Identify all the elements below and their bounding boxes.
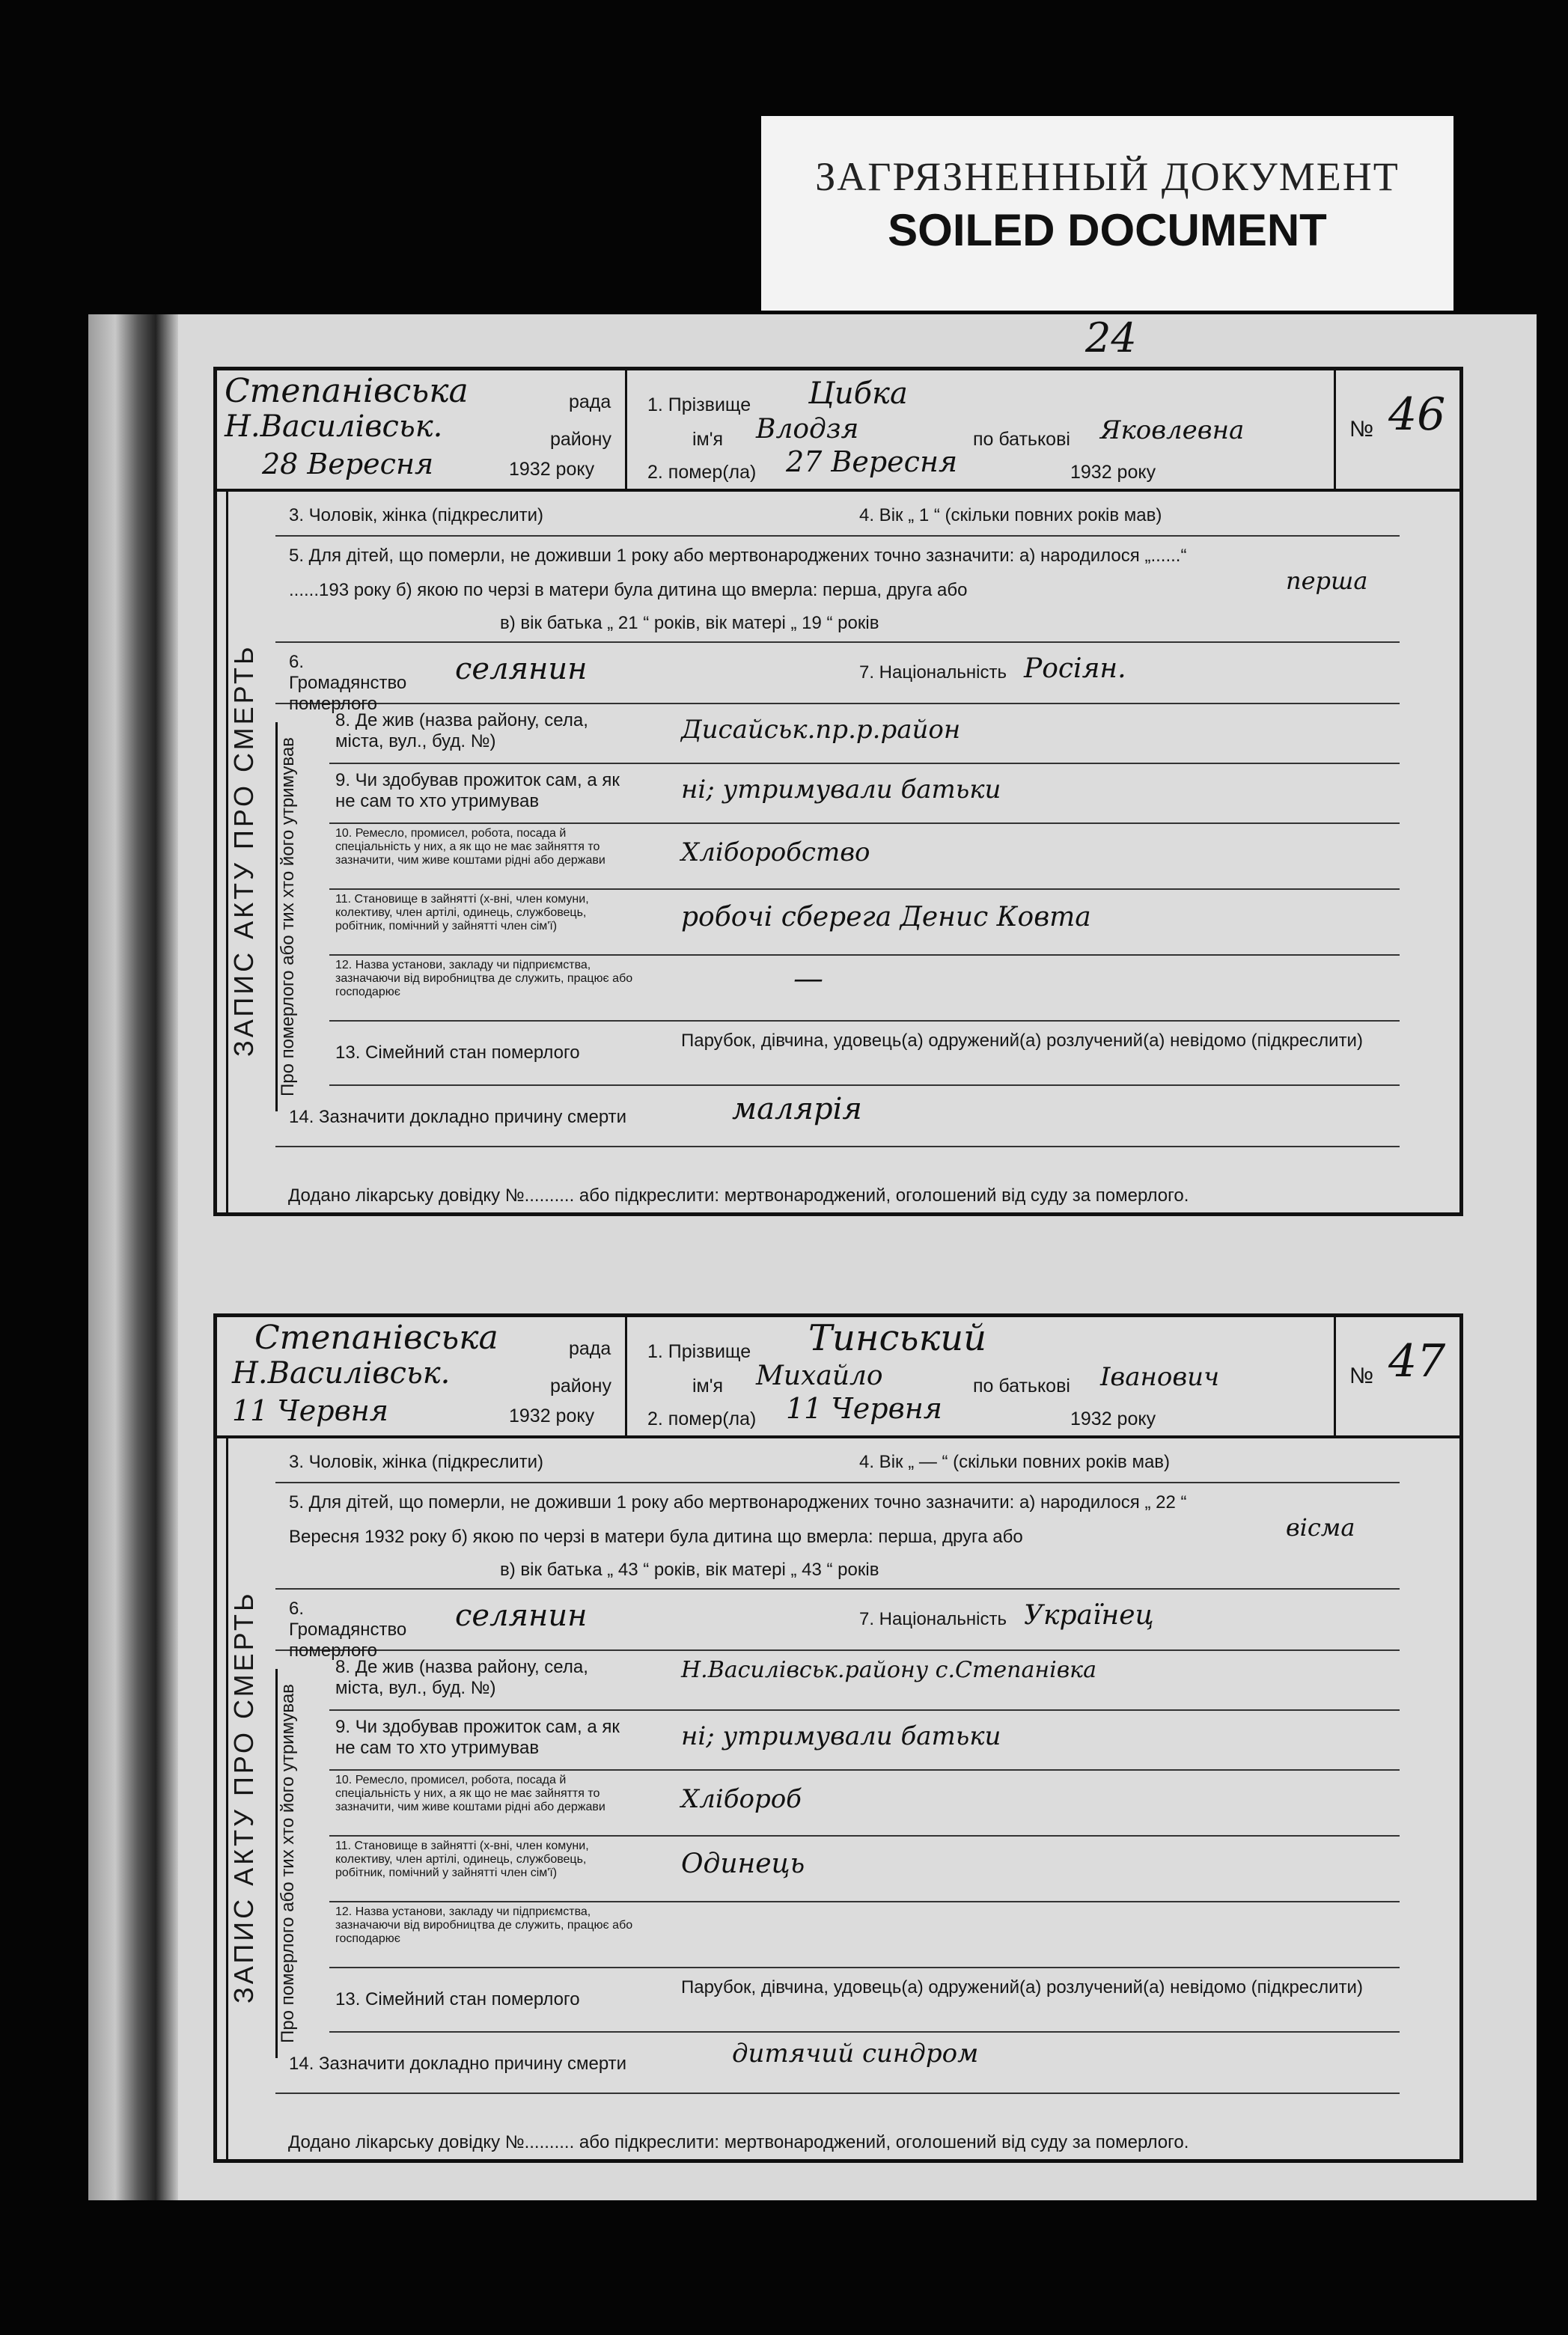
q5a-text: 5. Для дітей, що померли, не доживши 1 року або мертвонароджених точно зазначити: а) народилося „......“ [289, 546, 1187, 566]
q14-label: 14. Зазначити докладно причину смерти [289, 1107, 627, 1127]
rayon-value: Н.Василівськ. [232, 1356, 451, 1391]
form-header [217, 370, 1459, 492]
rada-label: рада [569, 391, 611, 412]
q12-label: 12. Назва установи, закладу чи підприємства, зазначаючи від виробництва де служить, працює або господарює [335, 1905, 633, 1945]
q8-label: 8. Де жив (назва району, села, міста, вул., буд. №) [335, 710, 588, 751]
rada-label: рада [569, 1338, 611, 1359]
record-number-label: № [1349, 417, 1374, 442]
q9-label: 9. Чи здобував прожиток сам, а як не сам то хто утримував [335, 1717, 620, 1758]
form-title-vertical: ЗАПИС АКТУ ПРО СМЕРТЬ [226, 489, 275, 1212]
form-subtitle-vertical: Про померлого або тих хто його утримував [275, 1669, 324, 2058]
label-en: SOILED DOCUMENT [888, 205, 1327, 255]
died-label: 2. помер(ла) [647, 1408, 757, 1429]
name-label: ім'я [692, 429, 724, 450]
row-cause [275, 2033, 1400, 2094]
row-occupation [329, 1771, 1400, 1837]
q6-value: селянин [455, 652, 588, 686]
reg-year-label: 1932 року [509, 459, 595, 480]
died-value: 27 Вересня [786, 445, 958, 478]
surname-label: 1. Прізвище [647, 1341, 751, 1362]
q12-label: 12. Назва установи, закладу чи підприємства, зазначаючи від виробництва де служить, працює або господарює [335, 959, 633, 998]
row-residence [329, 1651, 1400, 1711]
row-institution [329, 1902, 1400, 1968]
name-label: ім'я [692, 1376, 724, 1397]
form-subtitle-vertical: Про померлого або тих хто його утримував [275, 722, 324, 1111]
name-value: Влодзя [756, 414, 859, 445]
record-number-value: 47 [1388, 1335, 1446, 1388]
row-position [329, 1837, 1400, 1902]
rayon-label: району [550, 429, 611, 450]
q13-label: 13. Сімейний стан померлого [335, 1989, 580, 2009]
name-value: Михайло [756, 1361, 883, 1391]
form-footer: Додано лікарську довідку №.......... або підкреслити: мертвонароджений, оголошений від суду за померлого. [288, 1185, 1189, 1206]
q5b-value: перша [1286, 567, 1368, 595]
q9-value: ні; утримували батьки [681, 1721, 1001, 1751]
record-number-box [1334, 370, 1459, 489]
died-label: 2. помер(ла) [647, 462, 757, 483]
rada-value: Степанівська [225, 372, 469, 410]
row-sex-age [275, 492, 1400, 537]
q14-label: 14. Зазначити докладно причину смерти [289, 2054, 627, 2074]
reg-year-label: 1932 року [509, 1405, 595, 1426]
q8-value: Н.Василівськ.району с.Степанівка [681, 1657, 1096, 1683]
q8-value: Дисайськ.пр.р.район [681, 715, 961, 745]
q8-label: 8. Де жив (назва району, села, міста, вул., буд. №) [335, 1657, 588, 1698]
q11-value: Одинець [681, 1849, 805, 1879]
row-marital [329, 1022, 1400, 1086]
q7-value: Росіян. [1024, 653, 1126, 684]
q7-label: 7. Національність [859, 1609, 1007, 1629]
q4-label: 4. Вік „ — “ (скільки повних років мав) [859, 1452, 1171, 1472]
row-cause [275, 1086, 1400, 1147]
death-record-form-1 [213, 367, 1463, 1216]
father-label: по батькові [973, 429, 1070, 450]
row-marital [329, 1968, 1400, 2033]
row-support [329, 1711, 1400, 1771]
q10-label: 10. Ремесло, промисел, робота, посада й спеціальність у них, а як що не має зайняття то зазначити, чим живе коштами рідні або держави [335, 1774, 605, 1813]
died-value: 11 Червня [786, 1392, 942, 1425]
q4-label: 4. Вік „ 1 “ (скільки повних років мав) [859, 505, 1162, 525]
surname-label: 1. Прізвище [647, 394, 751, 415]
q11-value: робочі сберега Денис Ковта [681, 902, 1091, 933]
surname-value: Цибка [808, 376, 908, 411]
death-record-form-2 [213, 1313, 1463, 2163]
rayon-label: району [550, 1376, 611, 1397]
q11-label: 11. Становище в зайнятті (х-вні, член комуни, колективу, член артілі, одинець, службовець, робітник, помічний у зайнятті член сім'ї) [335, 893, 589, 933]
q11-label: 11. Становище в зайнятті (х-вні, член комуни, колективу, член артілі, одинець, службовець, робітник, помічний у зайнятті член сім'ї) [335, 1840, 589, 1879]
q7-label: 7. Національність [859, 662, 1007, 683]
q5a-text: 5. Для дітей, що померли, не доживши 1 року або мертвонароджених точно зазначити: а) народилося „ 22 “ [289, 1492, 1187, 1513]
q13-label: 13. Сімейний стан померлого [335, 1043, 580, 1063]
father-label: по батькові [973, 1376, 1070, 1397]
record-number-value: 46 [1388, 388, 1446, 441]
soiled-document-label [761, 116, 1453, 311]
died-year: 1932 року [1070, 462, 1156, 483]
q3-label: 3. Чоловік, жінка (підкреслити) [289, 505, 544, 525]
row-children [275, 537, 1400, 643]
q10-value: Хліборобство [681, 837, 870, 867]
q5b-text: Вересня 1932 року б) якою по черзі в матери була дитина що вмерла: перша, друга або [289, 1527, 1023, 1547]
row-citizenship [275, 1590, 1400, 1661]
reg-date-value: 28 Вересня [262, 448, 434, 480]
sheet-number: 24 [1085, 314, 1137, 361]
header-registry [217, 1317, 627, 1435]
died-year: 1932 року [1070, 1408, 1156, 1429]
q5b-text: ......193 року б) якою по черзі в матери була дитина що вмерла: перша, друга або [289, 580, 968, 600]
binding-spine [88, 314, 178, 2200]
q13-options: Парубок, дівчина, удовець(а) одружений(а) розлучений(а) невідомо (підкреслити) [681, 1031, 1363, 1051]
label-ru: ЗАГРЯЗНЕННЫЙ ДОКУМЕНТ [815, 154, 1400, 199]
record-number-box [1334, 1317, 1459, 1435]
rayon-value: Н.Василівськ. [225, 409, 443, 444]
q14-value: малярія [732, 1092, 862, 1126]
q10-label: 10. Ремесло, промисел, робота, посада й спеціальність у них, а як що не має зайняття то зазначити, чим живе коштами рідні або держави [335, 827, 605, 867]
q10-value: Хлібороб [681, 1784, 802, 1814]
q5c-text: в) вік батька „ 21 “ років, вік матері „ 19 “ років [500, 613, 879, 633]
reg-date-value: 11 Червня [232, 1394, 388, 1427]
q6-label: 6. Громадянство померлого [289, 652, 407, 714]
row-citizenship [275, 643, 1400, 714]
rada-value: Степанівська [254, 1319, 498, 1357]
q9-value: ні; утримували батьки [681, 775, 1001, 805]
q9-label: 9. Чи здобував прожиток сам, а як не сам то хто утримував [335, 770, 620, 811]
q7-value: Українец [1024, 1600, 1154, 1631]
q3-label: 3. Чоловік, жінка (підкреслити) [289, 1452, 544, 1472]
row-children [275, 1483, 1400, 1590]
row-occupation [329, 824, 1400, 890]
form-title-vertical: ЗАПИС АКТУ ПРО СМЕРТЬ [226, 1435, 275, 2159]
q14-value: дитячий синдром [732, 2039, 979, 2069]
q13-options: Парубок, дівчина, удовець(а) одружений(а) розлучений(а) невідомо (підкреслити) [681, 1977, 1363, 1997]
form-header [217, 1317, 1459, 1438]
q5c-text: в) вік батька „ 43 “ років, вік матері „ 43 “ років [500, 1560, 879, 1580]
row-support [329, 764, 1400, 824]
father-value: Іванович [1100, 1362, 1220, 1392]
row-sex-age [275, 1438, 1400, 1483]
q5b-value: вісма [1286, 1513, 1355, 1542]
record-number-label: № [1349, 1364, 1374, 1388]
header-registry [217, 370, 627, 489]
row-position [329, 890, 1400, 956]
form-footer: Додано лікарську довідку №.......... або підкреслити: мертвонароджений, оголошений від суду за померлого. [288, 2132, 1189, 2152]
q6-label: 6. Громадянство померлого [289, 1599, 407, 1661]
row-institution [329, 956, 1400, 1022]
q6-value: селянин [455, 1599, 588, 1633]
q12-value: — [793, 962, 823, 996]
father-value: Яковлевна [1100, 415, 1245, 445]
row-residence [329, 704, 1400, 764]
surname-value: Тинський [808, 1317, 987, 1359]
